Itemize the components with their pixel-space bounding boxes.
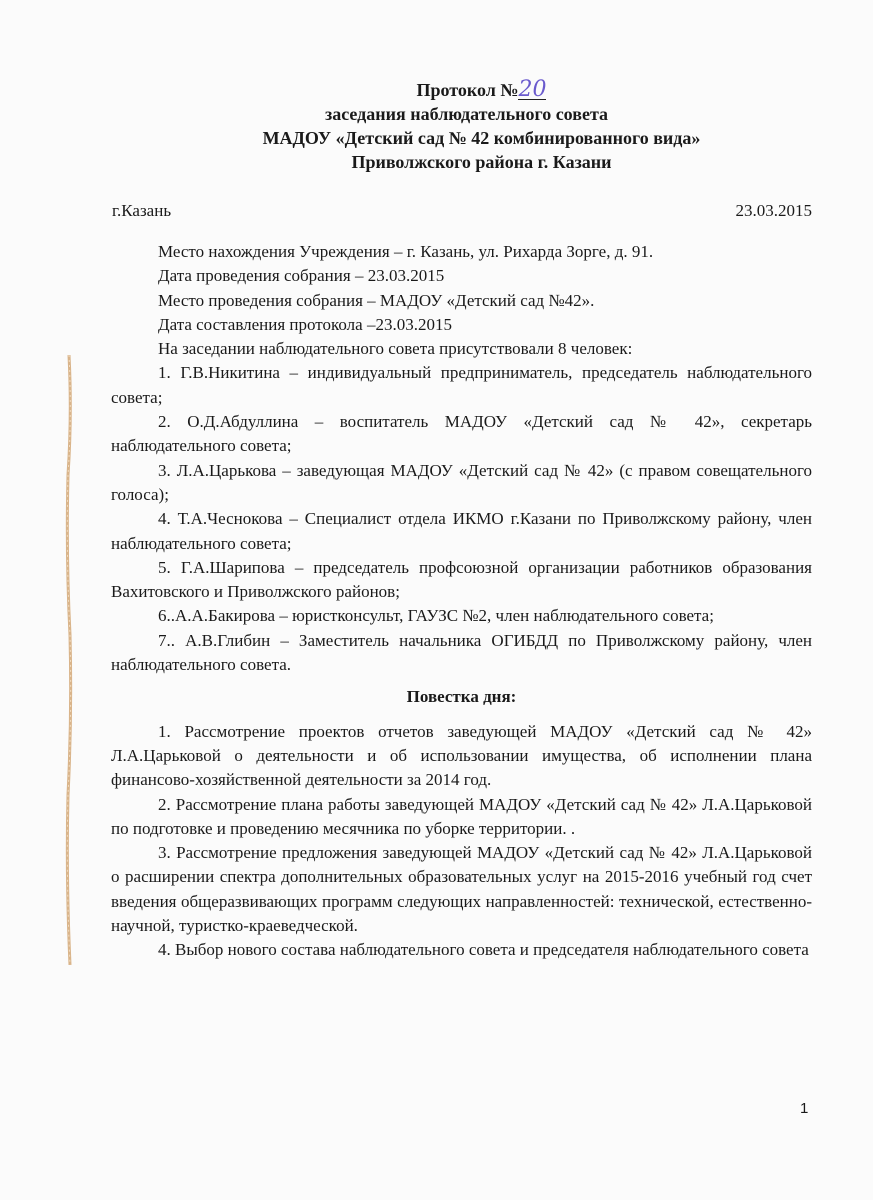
protocol-number: 20 <box>518 77 547 102</box>
info-line: Место нахождения Учреждения – г. Казань, ул. Рихарда Зорге, д. 91. <box>158 242 654 261</box>
agenda-item: 1. Рассмотрение проектов отчетов заведующей МАДОУ «Детский сад № 42» Л.А.Царьковой о деятельности и об использовании имущества, об исполнении плана финансово-хозяйственной деятельности за 2014 год. <box>111 721 812 790</box>
header-line-4: Приволжского района г. Казани <box>351 152 612 172</box>
binding-thread <box>64 355 74 965</box>
member-item: 7.. А.В.Глибин – Заместитель начальника ОГИБДД по Приволжскому району, член наблюдательного совета. <box>111 630 812 675</box>
agenda-item: 2. Рассмотрение плана работы заведующей МАДОУ «Детский сад № 42» Л.А.Царьковой по подготовке и проведению месячника по уборке территории. . <box>111 794 812 838</box>
agenda-title: Повестка дня: <box>406 687 517 707</box>
header-line-2: заседания наблюдательного совета <box>324 104 609 124</box>
info-line: Дата составления протокола –23.03.2015 <box>158 314 452 334</box>
member-item: 3. Л.А.Царькова – заведующая МАДОУ «Детский сад № 42» (с правом совещательного голоса); <box>111 460 812 504</box>
protocol-title: Протокол №20 <box>416 77 547 102</box>
page-number: 1 <box>800 1100 809 1117</box>
agenda-item: 3. Рассмотрение предложения заведующей МАДОУ «Детский сад № 42» Л.А.Царьковой о расширении спектра дополнительных образовательных услуг на 2015-2016 учебный год счет введения общеразвивающих программ следующих направленностей: технической, естественно-научной, туристко-краеведческой. <box>111 843 812 936</box>
document-body <box>111 240 812 963</box>
agenda-item: 4. Выбор нового состава наблюдательного совета и председателя наблюдательного совета <box>158 940 809 960</box>
member-item: 5. Г.А.Шарипова – председатель профсоюзной организации работников образования Вахитовского и Приволжского районов; <box>111 557 812 602</box>
member-item: 4. Т.А.Чеснокова – Специалист отдела ИКМО г.Казани по Приволжскому району, член наблюдательного совета; <box>111 509 812 553</box>
header-line-3: МАДОУ «Детский сад № 42 комбинированного вида» <box>262 128 701 148</box>
info-line: Дата проведения собрания – 23.03.2015 <box>158 266 445 286</box>
info-line: Место проведения собрания – МАДОУ «Детский сад №42». <box>158 290 595 310</box>
info-line: На заседании наблюдательного совета присутствовали 8 человек: <box>158 339 633 359</box>
member-item: 1. Г.В.Никитина – индивидуальный предприниматель, председатель наблюдательного совета; <box>111 363 812 407</box>
document-date: 23.03.2015 <box>735 201 812 220</box>
member-item: 6..А.А.Бакирова – юристконсульт, ГАУЗС №2, член наблюдательного совета; <box>158 606 714 626</box>
member-item: 2. О.Д.Абдуллина – воспитатель МАДОУ «Детский сад № 42», секретарь наблюдательного совета; <box>111 412 812 456</box>
city-date-row <box>112 201 812 221</box>
city: г.Казань <box>112 201 172 220</box>
document-header <box>0 78 873 174</box>
